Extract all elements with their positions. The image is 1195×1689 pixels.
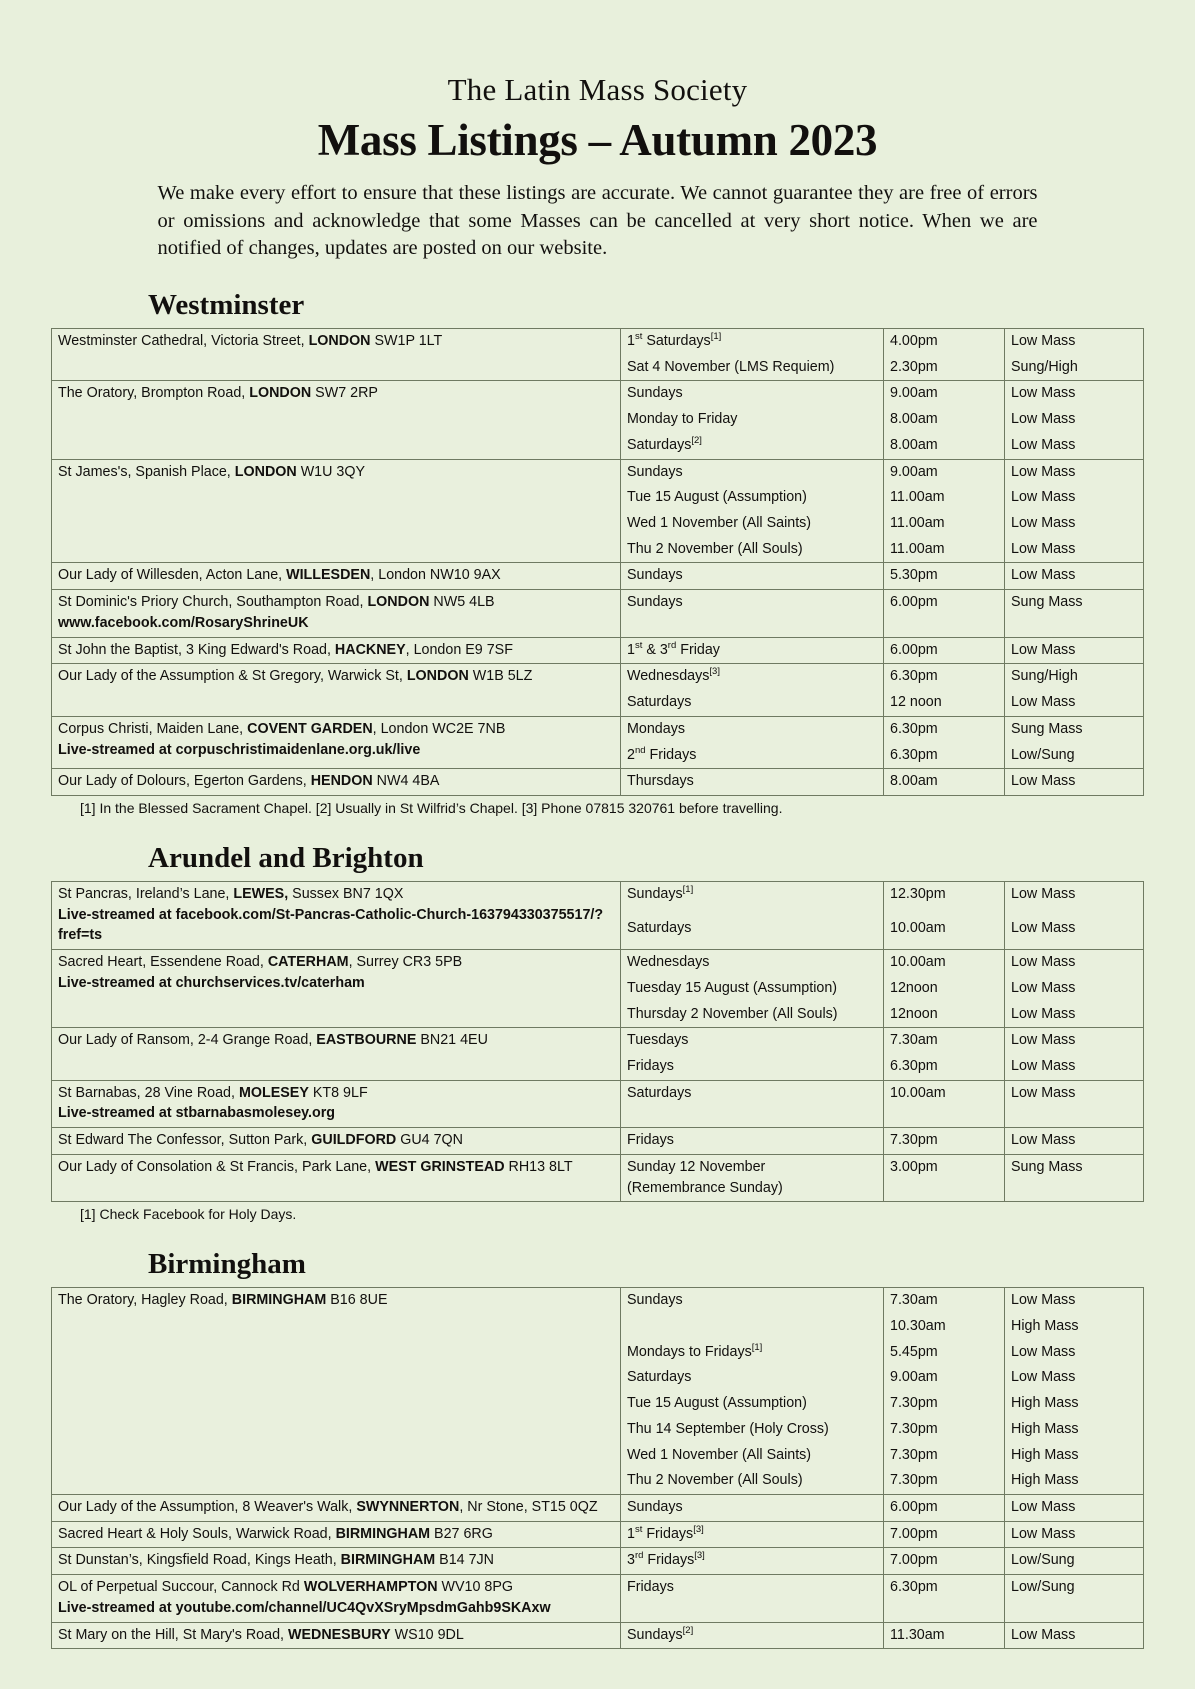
time-cell: 9.00am bbox=[884, 1365, 1005, 1391]
venue-cell: St Dominic's Priory Church, Southampton Road, LONDON NW5 4LB www.facebook.com/RosaryShrineUK bbox=[52, 590, 621, 637]
table-row bbox=[52, 950, 1144, 976]
schedule-cell: Saturdays bbox=[621, 1365, 884, 1391]
mass-type-cell: Low Mass bbox=[1005, 1002, 1144, 1028]
schedule-cell: Saturdays bbox=[621, 690, 884, 716]
venue-cell: OL of Perpetual Succour, Cannock Rd WOLVERHAMPTON WV10 8PG Live-streamed at youtube.com/channel/UC4QvXSryMpsdmGahb9SKAxw bbox=[52, 1575, 621, 1622]
time-cell: 6.30pm bbox=[884, 716, 1005, 742]
venue-cell: St James's, Spanish Place, LONDON W1U 3QY bbox=[52, 459, 621, 563]
mass-type-cell: High Mass bbox=[1005, 1391, 1144, 1417]
schedule-cell: 1st Fridays[3] bbox=[621, 1521, 884, 1548]
mass-type-cell: Low Mass bbox=[1005, 459, 1144, 485]
schedule-cell: Sundays bbox=[621, 1288, 884, 1314]
schedule-cell: Tuesday 15 August (Assumption) bbox=[621, 976, 884, 1002]
time-cell: 10.30am bbox=[884, 1314, 1005, 1340]
schedule-cell: Wednesdays bbox=[621, 950, 884, 976]
table-row bbox=[52, 1548, 1144, 1575]
mass-type-cell: Low Mass bbox=[1005, 407, 1144, 433]
table-row bbox=[52, 769, 1144, 796]
time-cell: 4.00pm bbox=[884, 329, 1005, 355]
schedule-cell: Sundays bbox=[621, 563, 884, 590]
time-cell: 6.30pm bbox=[884, 743, 1005, 769]
mass-listing-table bbox=[51, 881, 1144, 1202]
mass-type-cell: Low Mass bbox=[1005, 881, 1144, 915]
table-row bbox=[52, 1288, 1144, 1314]
mass-type-cell: Low Mass bbox=[1005, 769, 1144, 796]
table-row bbox=[52, 881, 1144, 915]
time-cell: 10.00am bbox=[884, 916, 1005, 950]
table-row bbox=[52, 716, 1144, 742]
mass-type-cell: Low Mass bbox=[1005, 1495, 1144, 1522]
time-cell: 9.00am bbox=[884, 459, 1005, 485]
mass-type-cell: Low/Sung bbox=[1005, 1548, 1144, 1575]
venue-cell: Our Lady of Ransom, 2-4 Grange Road, EASTBOURNE BN21 4EU bbox=[52, 1028, 621, 1080]
mass-type-cell: Sung Mass bbox=[1005, 590, 1144, 637]
mass-type-cell: Low Mass bbox=[1005, 976, 1144, 1002]
table-row bbox=[52, 563, 1144, 590]
document-header bbox=[0, 0, 1195, 263]
venue-cell: The Oratory, Brompton Road, LONDON SW7 2RP bbox=[52, 381, 621, 459]
time-cell: 7.30pm bbox=[884, 1468, 1005, 1494]
mass-type-cell: Low Mass bbox=[1005, 537, 1144, 563]
table-row bbox=[52, 637, 1144, 664]
mass-type-cell: Sung/High bbox=[1005, 355, 1144, 381]
mass-type-cell: Low/Sung bbox=[1005, 1575, 1144, 1622]
schedule-cell: Wed 1 November (All Saints) bbox=[621, 511, 884, 537]
venue-cell: St Edward The Confessor, Sutton Park, GUILDFORD GU4 7QN bbox=[52, 1128, 621, 1155]
time-cell: 11.00am bbox=[884, 511, 1005, 537]
table-row bbox=[52, 1575, 1144, 1622]
table-row bbox=[52, 1028, 1144, 1054]
schedule-cell: 3rd Fridays[3] bbox=[621, 1548, 884, 1575]
time-cell: 2.30pm bbox=[884, 355, 1005, 381]
schedule-cell: Sundays bbox=[621, 459, 884, 485]
schedule-cell: Tue 15 August (Assumption) bbox=[621, 1391, 884, 1417]
time-cell: 8.00am bbox=[884, 433, 1005, 459]
time-cell: 11.30am bbox=[884, 1622, 1005, 1649]
mass-type-cell: Low Mass bbox=[1005, 916, 1144, 950]
time-cell: 8.00am bbox=[884, 407, 1005, 433]
table-row bbox=[52, 664, 1144, 690]
section-footnote: [1] Check Facebook for Holy Days. bbox=[80, 1206, 297, 1223]
schedule-cell: Sundays bbox=[621, 381, 884, 407]
table-row bbox=[52, 1495, 1144, 1522]
time-cell: 11.00am bbox=[884, 537, 1005, 563]
time-cell: 5.30pm bbox=[884, 563, 1005, 590]
mass-type-cell: Low Mass bbox=[1005, 1028, 1144, 1054]
schedule-cell: Saturdays bbox=[621, 916, 884, 950]
time-cell: 5.45pm bbox=[884, 1340, 1005, 1366]
table-row bbox=[52, 1521, 1144, 1548]
mass-type-cell: Low Mass bbox=[1005, 637, 1144, 664]
venue-cell: Corpus Christi, Maiden Lane, COVENT GARDEN, London WC2E 7NB Live-streamed at corpuschristimaidenlane.org.uk/live bbox=[52, 716, 621, 768]
mass-type-cell: Low Mass bbox=[1005, 511, 1144, 537]
page-title: Mass Listings – Autumn 2023 bbox=[317, 115, 878, 165]
schedule-cell: Tue 15 August (Assumption) bbox=[621, 485, 884, 511]
schedule-cell: Thu 2 November (All Souls) bbox=[621, 537, 884, 563]
schedule-cell: Sat 4 November (LMS Requiem) bbox=[621, 355, 884, 381]
schedule-cell: Monday to Friday bbox=[621, 407, 884, 433]
section-title: Birmingham bbox=[148, 1248, 306, 1281]
schedule-cell: Sundays[2] bbox=[621, 1622, 884, 1649]
schedule-cell: Sundays[1] bbox=[621, 881, 884, 915]
schedule-cell: Thu 2 November (All Souls) bbox=[621, 1468, 884, 1494]
mass-type-cell: Low Mass bbox=[1005, 381, 1144, 407]
schedule-cell: Sunday 12 November (Remembrance Sunday) bbox=[621, 1154, 884, 1201]
table-row bbox=[52, 381, 1144, 407]
time-cell: 12noon bbox=[884, 976, 1005, 1002]
schedule-cell: Wed 1 November (All Saints) bbox=[621, 1443, 884, 1469]
venue-cell: Westminster Cathedral, Victoria Street, LONDON SW1P 1LT bbox=[52, 329, 621, 381]
venue-cell: St Pancras, Ireland’s Lane, LEWES, Sussex BN7 1QX Live-streamed at facebook.com/St-Pancras-Catholic-Church-163794330375517/?fref=ts bbox=[52, 881, 621, 949]
venue-cell: Our Lady of Willesden, Acton Lane, WILLESDEN, London NW10 9AX bbox=[52, 563, 621, 590]
mass-type-cell: Low Mass bbox=[1005, 1340, 1144, 1366]
time-cell: 12 noon bbox=[884, 690, 1005, 716]
time-cell: 9.00am bbox=[884, 381, 1005, 407]
schedule-cell: 2nd Fridays bbox=[621, 743, 884, 769]
time-cell: 7.00pm bbox=[884, 1521, 1005, 1548]
time-cell: 6.00pm bbox=[884, 637, 1005, 664]
schedule-cell: Thursdays bbox=[621, 769, 884, 796]
mass-type-cell: High Mass bbox=[1005, 1443, 1144, 1469]
schedule-cell: Fridays bbox=[621, 1128, 884, 1155]
diocese-section bbox=[0, 289, 1195, 816]
mass-type-cell: Low Mass bbox=[1005, 1054, 1144, 1080]
time-cell: 10.00am bbox=[884, 950, 1005, 976]
venue-cell: Our Lady of Dolours, Egerton Gardens, HENDON NW4 4BA bbox=[52, 769, 621, 796]
schedule-cell: Sundays bbox=[621, 1495, 884, 1522]
organisation-title: The Latin Mass Society bbox=[447, 72, 748, 107]
venue-cell: St John the Baptist, 3 King Edward's Road, HACKNEY, London E9 7SF bbox=[52, 637, 621, 664]
schedule-cell: Fridays bbox=[621, 1054, 884, 1080]
time-cell: 6.30pm bbox=[884, 1054, 1005, 1080]
schedule-cell: Fridays bbox=[621, 1575, 884, 1622]
time-cell: 10.00am bbox=[884, 1080, 1005, 1127]
mass-type-cell: Sung Mass bbox=[1005, 1154, 1144, 1201]
time-cell: 7.30pm bbox=[884, 1417, 1005, 1443]
time-cell: 7.30pm bbox=[884, 1391, 1005, 1417]
schedule-cell: 1st & 3rd Friday bbox=[621, 637, 884, 664]
schedule-cell bbox=[621, 1314, 884, 1340]
time-cell: 6.00pm bbox=[884, 590, 1005, 637]
mass-type-cell: High Mass bbox=[1005, 1468, 1144, 1494]
venue-cell: Our Lady of the Assumption, 8 Weaver's Walk, SWYNNERTON, Nr Stone, ST15 0QZ bbox=[52, 1495, 621, 1522]
time-cell: 12.30pm bbox=[884, 881, 1005, 915]
section-title: Westminster bbox=[148, 289, 305, 322]
venue-cell: Our Lady of the Assumption & St Gregory, Warwick St, LONDON W1B 5LZ bbox=[52, 664, 621, 716]
schedule-cell: Mondays bbox=[621, 716, 884, 742]
mass-type-cell: High Mass bbox=[1005, 1314, 1144, 1340]
time-cell: 7.30pm bbox=[884, 1443, 1005, 1469]
venue-cell: Our Lady of Consolation & St Francis, Park Lane, WEST GRINSTEAD RH13 8LT bbox=[52, 1154, 621, 1201]
time-cell: 3.00pm bbox=[884, 1154, 1005, 1201]
venue-cell: Sacred Heart, Essendene Road, CATERHAM, Surrey CR3 5PB Live-streamed at churchservices.tv/caterham bbox=[52, 950, 621, 1028]
diocese-section bbox=[0, 1248, 1195, 1649]
venue-cell: St Barnabas, 28 Vine Road, MOLESEY KT8 9LF Live-streamed at stbarnabasmolesey.org bbox=[52, 1080, 621, 1127]
schedule-cell: Thu 14 September (Holy Cross) bbox=[621, 1417, 884, 1443]
table-row bbox=[52, 1080, 1144, 1127]
venue-cell: St Dunstan’s, Kingsfield Road, Kings Heath, BIRMINGHAM B14 7JN bbox=[52, 1548, 621, 1575]
venue-cell: Sacred Heart & Holy Souls, Warwick Road, BIRMINGHAM B27 6RG bbox=[52, 1521, 621, 1548]
schedule-cell: Thursday 2 November (All Souls) bbox=[621, 1002, 884, 1028]
time-cell: 12noon bbox=[884, 1002, 1005, 1028]
table-row bbox=[52, 1622, 1144, 1649]
mass-type-cell: Low Mass bbox=[1005, 950, 1144, 976]
schedule-cell: Saturdays bbox=[621, 1080, 884, 1127]
mass-type-cell: Low Mass bbox=[1005, 1622, 1144, 1649]
schedule-cell: 1st Saturdays[1] bbox=[621, 329, 884, 355]
time-cell: 7.30am bbox=[884, 1028, 1005, 1054]
mass-type-cell: High Mass bbox=[1005, 1417, 1144, 1443]
schedule-cell: Mondays to Fridays[1] bbox=[621, 1340, 884, 1366]
time-cell: 6.00pm bbox=[884, 1495, 1005, 1522]
mass-type-cell: Low/Sung bbox=[1005, 743, 1144, 769]
table-row bbox=[52, 590, 1144, 637]
mass-type-cell: Sung Mass bbox=[1005, 716, 1144, 742]
schedule-cell: Saturdays[2] bbox=[621, 433, 884, 459]
mass-type-cell: Sung/High bbox=[1005, 664, 1144, 690]
mass-type-cell: Low Mass bbox=[1005, 1288, 1144, 1314]
schedule-cell: Sundays bbox=[621, 590, 884, 637]
mass-listing-table bbox=[51, 328, 1144, 796]
mass-listing-table bbox=[51, 1287, 1144, 1649]
time-cell: 7.30pm bbox=[884, 1128, 1005, 1155]
mass-type-cell: Low Mass bbox=[1005, 1080, 1144, 1127]
time-cell: 11.00am bbox=[884, 485, 1005, 511]
time-cell: 8.00am bbox=[884, 769, 1005, 796]
time-cell: 6.30pm bbox=[884, 1575, 1005, 1622]
mass-type-cell: Low Mass bbox=[1005, 1128, 1144, 1155]
mass-type-cell: Low Mass bbox=[1005, 563, 1144, 590]
schedule-cell: Wednesdays[3] bbox=[621, 664, 884, 690]
mass-type-cell: Low Mass bbox=[1005, 1521, 1144, 1548]
venue-cell: The Oratory, Hagley Road, BIRMINGHAM B16 8UE bbox=[52, 1288, 621, 1495]
time-cell: 6.30pm bbox=[884, 664, 1005, 690]
time-cell: 7.00pm bbox=[884, 1548, 1005, 1575]
intro-paragraph: We make every effort to ensure that these listings are accurate. We cannot guarantee they are free of errors or omissions and acknowledge that some Masses can be cancelled at very short notice. When we are notified of changes, updates are posted on our website. bbox=[157, 182, 1038, 260]
venue-cell: St Mary on the Hill, St Mary's Road, WEDNESBURY WS10 9DL bbox=[52, 1622, 621, 1649]
mass-type-cell: Low Mass bbox=[1005, 485, 1144, 511]
table-row bbox=[52, 459, 1144, 485]
sections-container bbox=[0, 289, 1195, 1649]
table-row bbox=[52, 329, 1144, 355]
time-cell: 7.30am bbox=[884, 1288, 1005, 1314]
diocese-section bbox=[0, 842, 1195, 1222]
section-footnote: [1] In the Blessed Sacrament Chapel. [2] Usually in St Wilfrid’s Chapel. [3] Phone 07815 320761 before travelling. bbox=[80, 799, 783, 816]
mass-type-cell: Low Mass bbox=[1005, 690, 1144, 716]
schedule-cell: Tuesdays bbox=[621, 1028, 884, 1054]
table-row bbox=[52, 1128, 1144, 1155]
mass-type-cell: Low Mass bbox=[1005, 433, 1144, 459]
section-title: Arundel and Brighton bbox=[148, 841, 424, 874]
mass-type-cell: Low Mass bbox=[1005, 329, 1144, 355]
table-row bbox=[52, 1154, 1144, 1201]
mass-type-cell: Low Mass bbox=[1005, 1365, 1144, 1391]
